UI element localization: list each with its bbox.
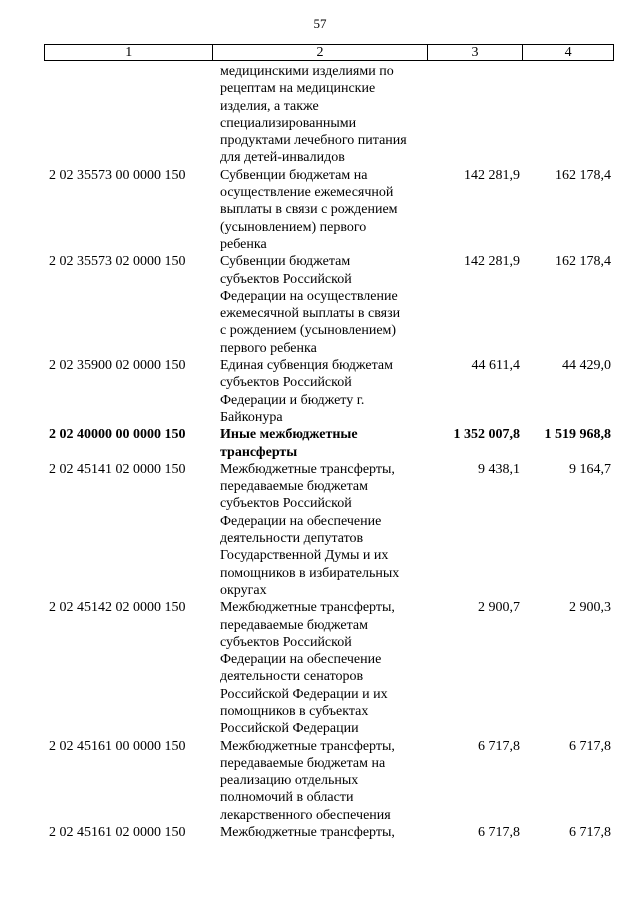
desc-line: реализацию отдельных [220,773,359,789]
desc-line: Единая субвенция бюджетам [220,358,393,374]
row-description [220,253,427,357]
row-value-3: 9 438,1 [478,461,520,477]
desc-line: медицинскими изделиями по [220,64,394,79]
row-value-4: 9 164,7 [569,461,611,477]
row-code: 2 02 35900 02 0000 150 [49,358,186,374]
header-col-1: 1 [125,45,133,60]
row-value-4: 6 717,8 [569,738,611,754]
desc-line: субъектов Российской [220,496,352,512]
row-value-4 [523,63,614,167]
table-row [44,253,614,357]
table-row-continuation [44,63,614,167]
row-description [220,63,427,167]
desc-line: Межбюджетные трансферты, [220,461,395,477]
row-description [220,461,427,599]
row-code: 2 02 40000 00 0000 150 [49,427,186,443]
desc-line: для детей-инвалидов [220,150,345,166]
row-description [220,167,427,253]
desc-line: ребенка [220,236,267,252]
row-description [220,824,427,841]
desc-line: деятельности депутатов [220,531,364,547]
desc-line: передаваемые бюджетам [220,617,368,633]
header-col-2: 2 [212,45,426,60]
desc-line: субъектов Российской [220,375,352,391]
desc-line: Российской Федерации [220,721,359,737]
row-code: 2 02 45141 02 0000 150 [49,461,186,477]
desc-line: лекарственного обеспечения [220,807,391,823]
desc-line: деятельности сенаторов [220,669,364,685]
desc-line: первого ребенка [220,340,317,356]
table-body [44,63,614,841]
row-description [220,357,427,426]
row-value-3: 44 611,4 [471,358,520,374]
desc-line: Российской Федерации и их [220,686,388,702]
row-value-4: 6 717,8 [569,825,611,841]
desc-line: Федерации на осуществление [220,288,398,304]
row-value-3: 6 717,8 [478,738,520,754]
desc-line: округах [220,582,267,598]
row-value-3: 142 281,9 [464,167,520,183]
row-value-3: 142 281,9 [464,254,520,270]
page-number: 57 [313,16,327,31]
desc-line: Байконура [220,409,283,425]
header-col-3: 3 [427,45,523,60]
row-description [220,738,427,824]
desc-line: помощников в субъектах [220,703,369,719]
desc-line: специализированными [220,115,357,131]
table-row [44,461,614,599]
row-value-3: 6 717,8 [478,825,520,841]
table-header [44,44,614,61]
desc-line: Государственной Думы и их [220,548,389,564]
row-value-4: 162 178,4 [555,254,611,270]
desc-line: субъектов Российской [220,634,352,650]
row-code: 2 02 45161 00 0000 150 [49,738,186,754]
table-row [44,599,614,737]
desc-line: с рождением (усыновлением) [220,323,397,339]
row-code [44,63,220,167]
desc-line: Федерации и бюджету г. [220,392,365,408]
desc-line: Субвенции бюджетам [220,254,351,270]
desc-line: выплаты в связи с рождением [220,202,398,218]
row-code: 2 02 35573 00 0000 150 [49,167,186,183]
table-row [44,738,614,824]
table-row [44,167,614,253]
header-col-4: 4 [522,45,613,60]
row-code: 2 02 45142 02 0000 150 [49,600,186,616]
desc-line: Межбюджетные трансферты, [220,825,395,841]
desc-line: полномочий в области [220,790,354,806]
row-description [220,426,427,461]
desc-line: субъектов Российской [220,271,352,287]
row-description [220,599,427,737]
desc-line: ежемесячной выплаты в связи [220,306,401,322]
desc-line: (усыновлением) первого [220,219,367,235]
desc-line: Иные межбюджетные [220,427,358,443]
desc-line: Федерации на обеспечение [220,513,382,529]
desc-line: рецептам на медицинские [220,81,376,97]
row-value-4: 1 519 968,8 [544,427,611,443]
row-value-4: 2 900,3 [569,600,611,616]
desc-line: изделия, а также [220,98,319,114]
row-code: 2 02 45161 02 0000 150 [49,825,186,841]
table-row [44,824,614,841]
table-row [44,426,614,461]
desc-line: трансферты [220,444,298,460]
desc-line: Межбюджетные трансферты, [220,738,395,754]
desc-line: осуществление ежемесячной [220,185,394,201]
row-value-3 [427,63,523,167]
row-value-3: 2 900,7 [478,600,520,616]
desc-line: передаваемые бюджетам на [220,755,386,771]
table-row [44,357,614,426]
desc-line: передаваемые бюджетам [220,479,368,495]
desc-line: Федерации на обеспечение [220,652,382,668]
row-value-3: 1 352 007,8 [453,427,520,443]
row-code: 2 02 35573 02 0000 150 [49,254,186,270]
desc-line: помощников в избирательных [220,565,400,581]
desc-line: продуктами лечебного питания [220,133,407,149]
row-value-4: 44 429,0 [562,358,611,374]
row-value-4: 162 178,4 [555,167,611,183]
desc-line: Субвенции бюджетам на [220,167,368,183]
desc-line: Межбюджетные трансферты, [220,600,395,616]
